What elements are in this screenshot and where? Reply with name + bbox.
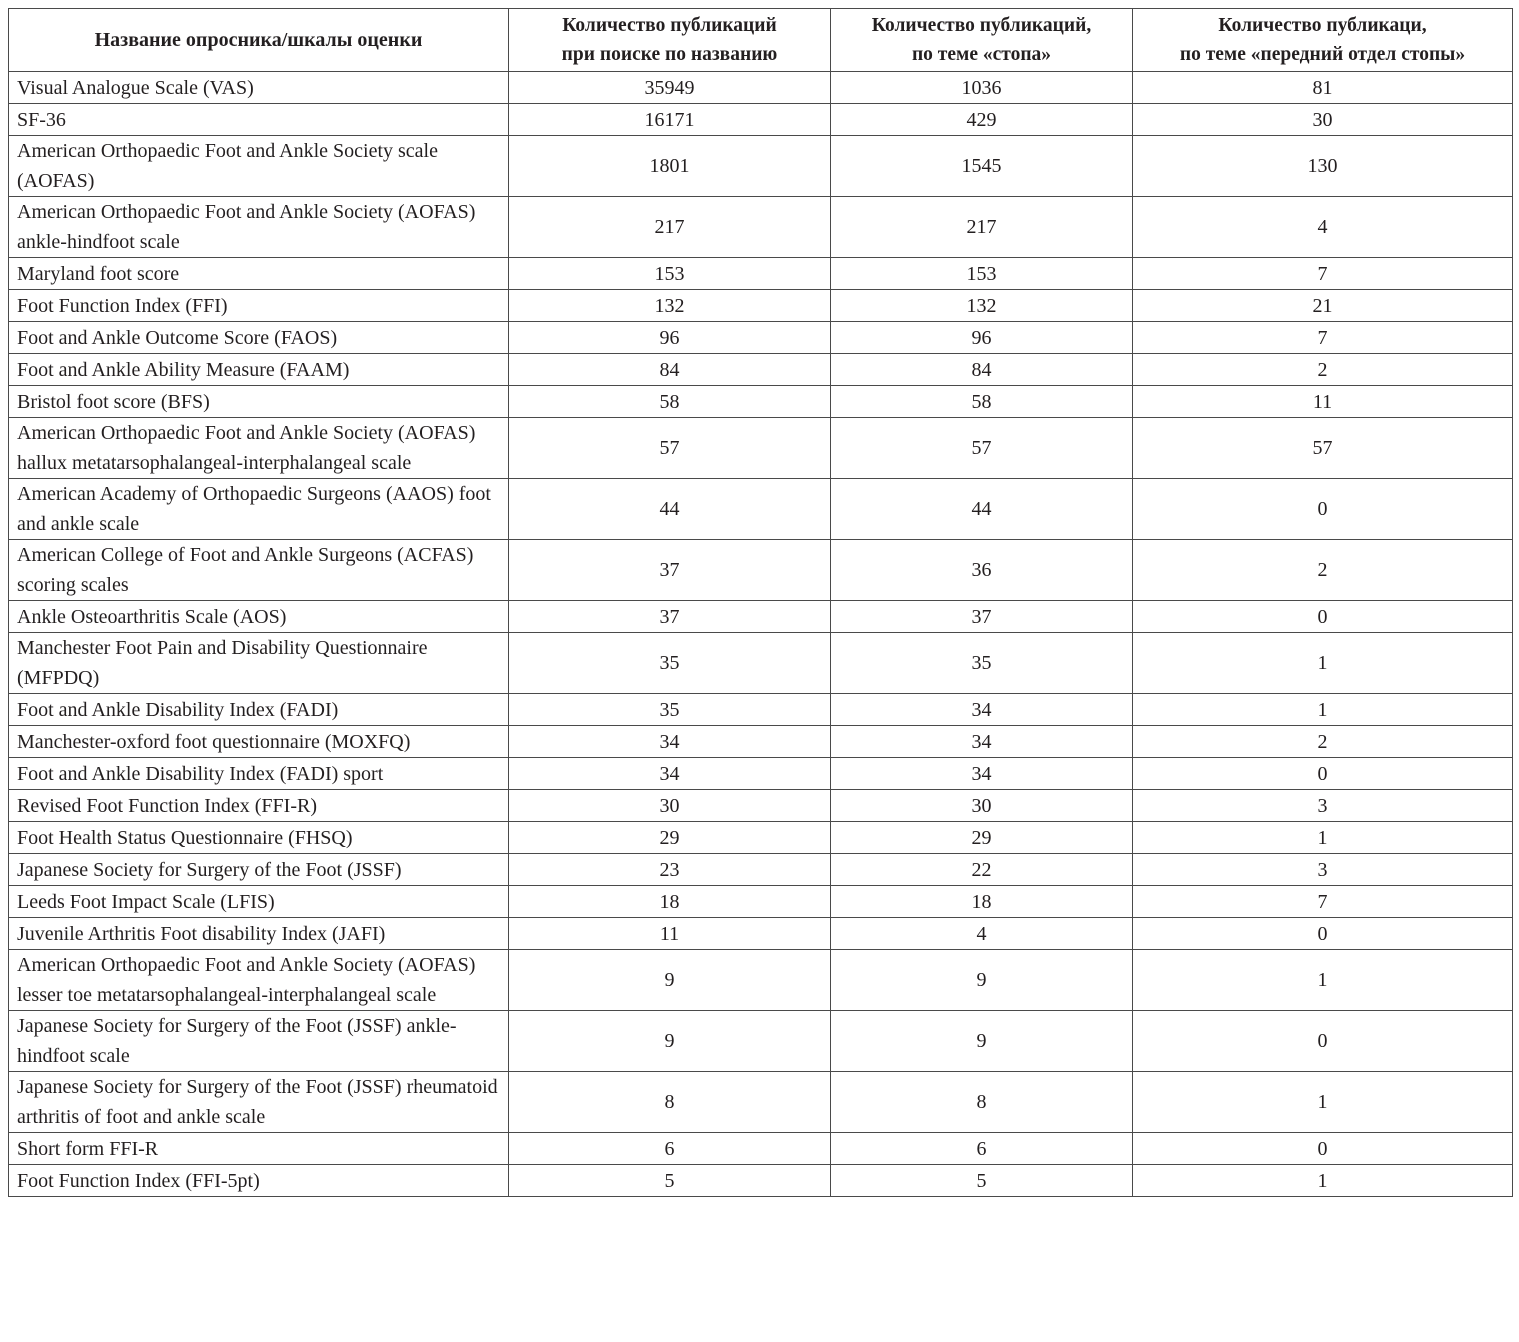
table-row (9, 822, 1513, 854)
cell-count-by-name: 18 (509, 886, 831, 918)
cell-count-forefoot: 0 (1133, 601, 1513, 633)
cell-questionnaire-name: Leeds Foot Impact Scale (LFIS) (9, 886, 509, 918)
cell-count-by-name: 132 (509, 290, 831, 322)
cell-count-forefoot: 0 (1133, 918, 1513, 950)
cell-count-foot: 9 (831, 950, 1133, 1011)
table-row (9, 758, 1513, 790)
cell-questionnaire-name: Foot and Ankle Outcome Score (FAOS) (9, 322, 509, 354)
table-row (9, 322, 1513, 354)
cell-count-by-name: 84 (509, 354, 831, 386)
table-row (9, 258, 1513, 290)
cell-questionnaire-name: American Orthopaedic Foot and Ankle Society scale (AOFAS) (9, 136, 509, 197)
cell-count-forefoot: 130 (1133, 136, 1513, 197)
cell-count-forefoot: 1 (1133, 633, 1513, 694)
cell-count-foot: 18 (831, 886, 1133, 918)
table-row (9, 479, 1513, 540)
cell-count-by-name: 37 (509, 601, 831, 633)
cell-count-foot: 153 (831, 258, 1133, 290)
table-row (9, 1165, 1513, 1197)
cell-questionnaire-name: Foot Function Index (FFI) (9, 290, 509, 322)
table-row (9, 854, 1513, 886)
cell-questionnaire-name: Foot and Ankle Disability Index (FADI) sport (9, 758, 509, 790)
cell-count-foot: 429 (831, 104, 1133, 136)
cell-questionnaire-name: Foot and Ankle Disability Index (FADI) (9, 694, 509, 726)
cell-count-foot: 44 (831, 479, 1133, 540)
cell-count-by-name: 30 (509, 790, 831, 822)
cell-questionnaire-name: Foot Health Status Questionnaire (FHSQ) (9, 822, 509, 854)
table-row (9, 290, 1513, 322)
cell-count-forefoot: 3 (1133, 854, 1513, 886)
cell-count-foot: 217 (831, 197, 1133, 258)
cell-count-foot: 29 (831, 822, 1133, 854)
table-row (9, 104, 1513, 136)
cell-questionnaire-name: American Academy of Orthopaedic Surgeons (AAOS) foot and ankle scale (9, 479, 509, 540)
table-row (9, 726, 1513, 758)
table-row (9, 1133, 1513, 1165)
cell-questionnaire-name: American Orthopaedic Foot and Ankle Society (AOFAS) ankle-hindfoot scale (9, 197, 509, 258)
cell-count-foot: 58 (831, 386, 1133, 418)
cell-count-by-name: 23 (509, 854, 831, 886)
cell-count-forefoot: 0 (1133, 1011, 1513, 1072)
table-row (9, 386, 1513, 418)
cell-count-foot: 34 (831, 758, 1133, 790)
cell-count-forefoot: 7 (1133, 322, 1513, 354)
table-row (9, 1072, 1513, 1133)
header-count-foot-topic (831, 9, 1133, 72)
cell-count-foot: 30 (831, 790, 1133, 822)
table-row (9, 790, 1513, 822)
cell-count-foot: 1545 (831, 136, 1133, 197)
cell-questionnaire-name: Short form FFI-R (9, 1133, 509, 1165)
cell-count-forefoot: 0 (1133, 479, 1513, 540)
cell-count-by-name: 16171 (509, 104, 831, 136)
cell-count-by-name: 1801 (509, 136, 831, 197)
cell-questionnaire-name: American College of Foot and Ankle Surgeons (ACFAS) scoring scales (9, 540, 509, 601)
cell-count-forefoot: 1 (1133, 950, 1513, 1011)
cell-count-foot: 9 (831, 1011, 1133, 1072)
cell-count-foot: 5 (831, 1165, 1133, 1197)
table-header (9, 9, 1513, 72)
cell-count-by-name: 9 (509, 950, 831, 1011)
cell-count-foot: 132 (831, 290, 1133, 322)
cell-count-forefoot: 81 (1133, 72, 1513, 104)
header-questionnaire-name (9, 9, 509, 72)
cell-count-foot: 96 (831, 322, 1133, 354)
cell-count-forefoot: 11 (1133, 386, 1513, 418)
cell-questionnaire-name: Japanese Society for Surgery of the Foot (JSSF) rheumatoid arthritis of foot and ankle scale (9, 1072, 509, 1133)
table-row (9, 354, 1513, 386)
cell-count-by-name: 34 (509, 758, 831, 790)
cell-count-by-name: 9 (509, 1011, 831, 1072)
cell-count-by-name: 11 (509, 918, 831, 950)
cell-count-foot: 6 (831, 1133, 1133, 1165)
cell-questionnaire-name: American Orthopaedic Foot and Ankle Society (AOFAS) lesser toe metatarsophalangeal-interphalangeal scale (9, 950, 509, 1011)
cell-count-by-name: 153 (509, 258, 831, 290)
cell-count-by-name: 6 (509, 1133, 831, 1165)
cell-count-forefoot: 57 (1133, 418, 1513, 479)
header-count-forefoot-topic (1133, 9, 1513, 72)
cell-count-by-name: 57 (509, 418, 831, 479)
cell-count-foot: 57 (831, 418, 1133, 479)
cell-questionnaire-name: Japanese Society for Surgery of the Foot (JSSF) (9, 854, 509, 886)
cell-count-forefoot: 30 (1133, 104, 1513, 136)
cell-questionnaire-name: Bristol foot score (BFS) (9, 386, 509, 418)
cell-count-by-name: 29 (509, 822, 831, 854)
questionnaire-publications-table (8, 8, 1513, 1197)
cell-count-by-name: 34 (509, 726, 831, 758)
cell-count-foot: 1036 (831, 72, 1133, 104)
header-row (9, 9, 1513, 72)
cell-questionnaire-name: Manchester-oxford foot questionnaire (MOXFQ) (9, 726, 509, 758)
cell-count-forefoot: 1 (1133, 1165, 1513, 1197)
cell-count-by-name: 35 (509, 694, 831, 726)
table-row (9, 1011, 1513, 1072)
cell-count-by-name: 44 (509, 479, 831, 540)
cell-count-foot: 34 (831, 694, 1133, 726)
cell-count-by-name: 5 (509, 1165, 831, 1197)
cell-count-by-name: 35949 (509, 72, 831, 104)
cell-count-forefoot: 2 (1133, 540, 1513, 601)
cell-count-foot: 34 (831, 726, 1133, 758)
cell-count-foot: 8 (831, 1072, 1133, 1133)
cell-questionnaire-name: Revised Foot Function Index (FFI-R) (9, 790, 509, 822)
cell-count-foot: 37 (831, 601, 1133, 633)
table-row (9, 886, 1513, 918)
cell-count-by-name: 37 (509, 540, 831, 601)
header-count-by-name (509, 9, 831, 72)
header-line: Количество публикаци, (1218, 15, 1427, 36)
cell-count-forefoot: 1 (1133, 822, 1513, 854)
table-row (9, 694, 1513, 726)
header-line: Количество публикаций, (871, 15, 1092, 36)
cell-count-foot: 36 (831, 540, 1133, 601)
header-line: при поиске по названию (561, 44, 778, 65)
table-row (9, 601, 1513, 633)
table-row (9, 72, 1513, 104)
cell-count-forefoot: 1 (1133, 694, 1513, 726)
header-line: по теме «передний отдел стопы» (1179, 44, 1466, 65)
table-row (9, 418, 1513, 479)
header-line: по теме «стопа» (911, 44, 1052, 65)
cell-count-foot: 35 (831, 633, 1133, 694)
cell-questionnaire-name: Visual Analogue Scale (VAS) (9, 72, 509, 104)
cell-count-forefoot: 3 (1133, 790, 1513, 822)
table-row (9, 136, 1513, 197)
table-row (9, 197, 1513, 258)
cell-count-forefoot: 2 (1133, 726, 1513, 758)
cell-count-by-name: 217 (509, 197, 831, 258)
cell-count-foot: 22 (831, 854, 1133, 886)
header-line: Название опросника/шкалы оценки (94, 28, 423, 51)
cell-count-forefoot: 7 (1133, 886, 1513, 918)
cell-questionnaire-name: Foot Function Index (FFI-5pt) (9, 1165, 509, 1197)
cell-questionnaire-name: Japanese Society for Surgery of the Foot (JSSF) ankle-hindfoot scale (9, 1011, 509, 1072)
cell-questionnaire-name: Ankle Osteoarthritis Scale (AOS) (9, 601, 509, 633)
header-line: Количество публикаций (562, 15, 777, 36)
cell-count-forefoot: 2 (1133, 354, 1513, 386)
cell-count-by-name: 8 (509, 1072, 831, 1133)
table-row (9, 540, 1513, 601)
cell-questionnaire-name: Manchester Foot Pain and Disability Questionnaire (MFPDQ) (9, 633, 509, 694)
cell-count-foot: 4 (831, 918, 1133, 950)
cell-count-forefoot: 4 (1133, 197, 1513, 258)
cell-count-foot: 84 (831, 354, 1133, 386)
cell-count-by-name: 96 (509, 322, 831, 354)
cell-count-forefoot: 7 (1133, 258, 1513, 290)
table-body (9, 72, 1513, 1197)
cell-count-forefoot: 21 (1133, 290, 1513, 322)
table-row (9, 950, 1513, 1011)
cell-questionnaire-name: SF-36 (9, 104, 509, 136)
cell-count-forefoot: 0 (1133, 1133, 1513, 1165)
cell-count-by-name: 58 (509, 386, 831, 418)
cell-questionnaire-name: American Orthopaedic Foot and Ankle Society (AOFAS) hallux metatarsophalangeal-interphalangeal scale (9, 418, 509, 479)
cell-questionnaire-name: Foot and Ankle Ability Measure (FAAM) (9, 354, 509, 386)
cell-questionnaire-name: Juvenile Arthritis Foot disability Index (JAFI) (9, 918, 509, 950)
cell-questionnaire-name: Maryland foot score (9, 258, 509, 290)
cell-count-forefoot: 0 (1133, 758, 1513, 790)
cell-count-by-name: 35 (509, 633, 831, 694)
table-row (9, 918, 1513, 950)
cell-count-forefoot: 1 (1133, 1072, 1513, 1133)
table-row (9, 633, 1513, 694)
